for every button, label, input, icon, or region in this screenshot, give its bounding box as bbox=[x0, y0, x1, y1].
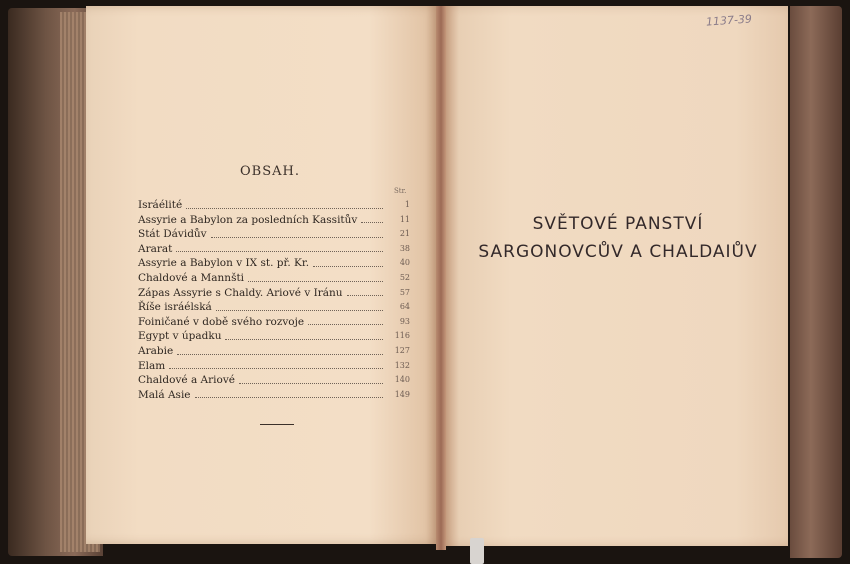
toc-entry bbox=[138, 344, 410, 359]
toc-entry-title: Říše isráélská bbox=[138, 301, 212, 314]
toc-leader-dots bbox=[195, 397, 383, 398]
toc-entry bbox=[138, 329, 410, 344]
toc-entry-page: 1 bbox=[404, 200, 410, 209]
toc-leader-dots bbox=[176, 251, 383, 252]
toc-entry bbox=[138, 373, 410, 388]
toc-entry-page: 132 bbox=[394, 360, 410, 370]
chapter-heading bbox=[462, 210, 774, 266]
toc-entry-title: Foiničané v době svého rozvoje bbox=[138, 315, 305, 328]
toc-entry-title: Elam bbox=[138, 359, 166, 372]
toc-entry-page: 52 bbox=[399, 272, 410, 282]
toc-entry bbox=[138, 213, 410, 228]
toc-entry-page: 127 bbox=[394, 345, 410, 355]
book-gutter bbox=[436, 6, 446, 550]
toc-entry-page: 64 bbox=[399, 302, 410, 312]
toc-leader-dots bbox=[239, 383, 383, 384]
toc-entry-page: 21 bbox=[399, 229, 410, 239]
toc-entry-page: 93 bbox=[399, 316, 410, 326]
toc-entry bbox=[138, 388, 410, 403]
chapter-heading-line-2: SARGONOVCŮV A CHALDAIŮV bbox=[478, 242, 758, 262]
toc-title: OBSAH. bbox=[240, 164, 300, 179]
toc-leader-dots bbox=[216, 310, 383, 311]
toc-entry-title: Stát Dávidův bbox=[138, 228, 207, 241]
toc-entry bbox=[138, 256, 410, 271]
toc-entry bbox=[138, 242, 410, 257]
toc-entry-page: 40 bbox=[399, 258, 410, 268]
page-column-label: Str. bbox=[394, 187, 407, 195]
divider-rule bbox=[260, 424, 294, 425]
toc-entry-title: Isráélité bbox=[138, 199, 183, 211]
toc-entry bbox=[138, 271, 410, 286]
toc-entry-title: Assyrie a Babylon v IX st. př. Kr. bbox=[138, 257, 310, 270]
toc-leader-dots bbox=[248, 281, 383, 282]
right-page bbox=[442, 6, 788, 546]
toc-entry-title: Arabie bbox=[138, 344, 174, 357]
table-of-contents bbox=[138, 198, 410, 402]
toc-entry-page: 11 bbox=[399, 214, 410, 224]
toc-entry-title: Ararat bbox=[138, 242, 173, 255]
toc-entry-title: Egypt v úpadku bbox=[138, 330, 222, 343]
toc-leader-dots bbox=[169, 368, 383, 369]
toc-entry bbox=[138, 359, 410, 374]
book-cover-right bbox=[790, 6, 842, 558]
chapter-heading-line-1: SVĚTOVÉ PANSTVÍ bbox=[532, 214, 704, 234]
toc-entry-title: Chaldové a Mannšti bbox=[138, 271, 245, 284]
toc-entry bbox=[138, 315, 410, 330]
toc-leader-dots bbox=[211, 237, 383, 238]
toc-entry bbox=[138, 227, 410, 242]
toc-leader-dots bbox=[308, 324, 383, 325]
toc-entry-title: Chaldové a Ariové bbox=[138, 374, 235, 387]
toc-leader-dots bbox=[186, 208, 383, 209]
toc-entry-page: 149 bbox=[394, 389, 410, 399]
toc-entry bbox=[138, 300, 410, 315]
toc-entry-title: Malá Asie bbox=[138, 388, 191, 401]
toc-entry bbox=[138, 198, 410, 213]
bookmark-ribbon bbox=[470, 538, 484, 564]
toc-entry-page: 140 bbox=[394, 375, 410, 385]
toc-leader-dots bbox=[177, 354, 383, 355]
toc-entry-page: 116 bbox=[394, 331, 410, 341]
toc-entry bbox=[138, 286, 410, 301]
toc-entry-page: 57 bbox=[399, 287, 410, 297]
toc-leader-dots bbox=[347, 295, 383, 296]
toc-leader-dots bbox=[313, 266, 383, 267]
toc-leader-dots bbox=[225, 339, 383, 340]
pencil-annotation: 1137-39 bbox=[705, 12, 753, 29]
toc-entry-title: Assyrie a Babylon za posledních Kassitův bbox=[138, 213, 358, 226]
toc-entry-page: 38 bbox=[399, 243, 410, 253]
toc-entry-title: Zápas Assyrie s Chaldy. Ariové v Iránu bbox=[138, 286, 343, 299]
toc-leader-dots bbox=[361, 222, 383, 223]
